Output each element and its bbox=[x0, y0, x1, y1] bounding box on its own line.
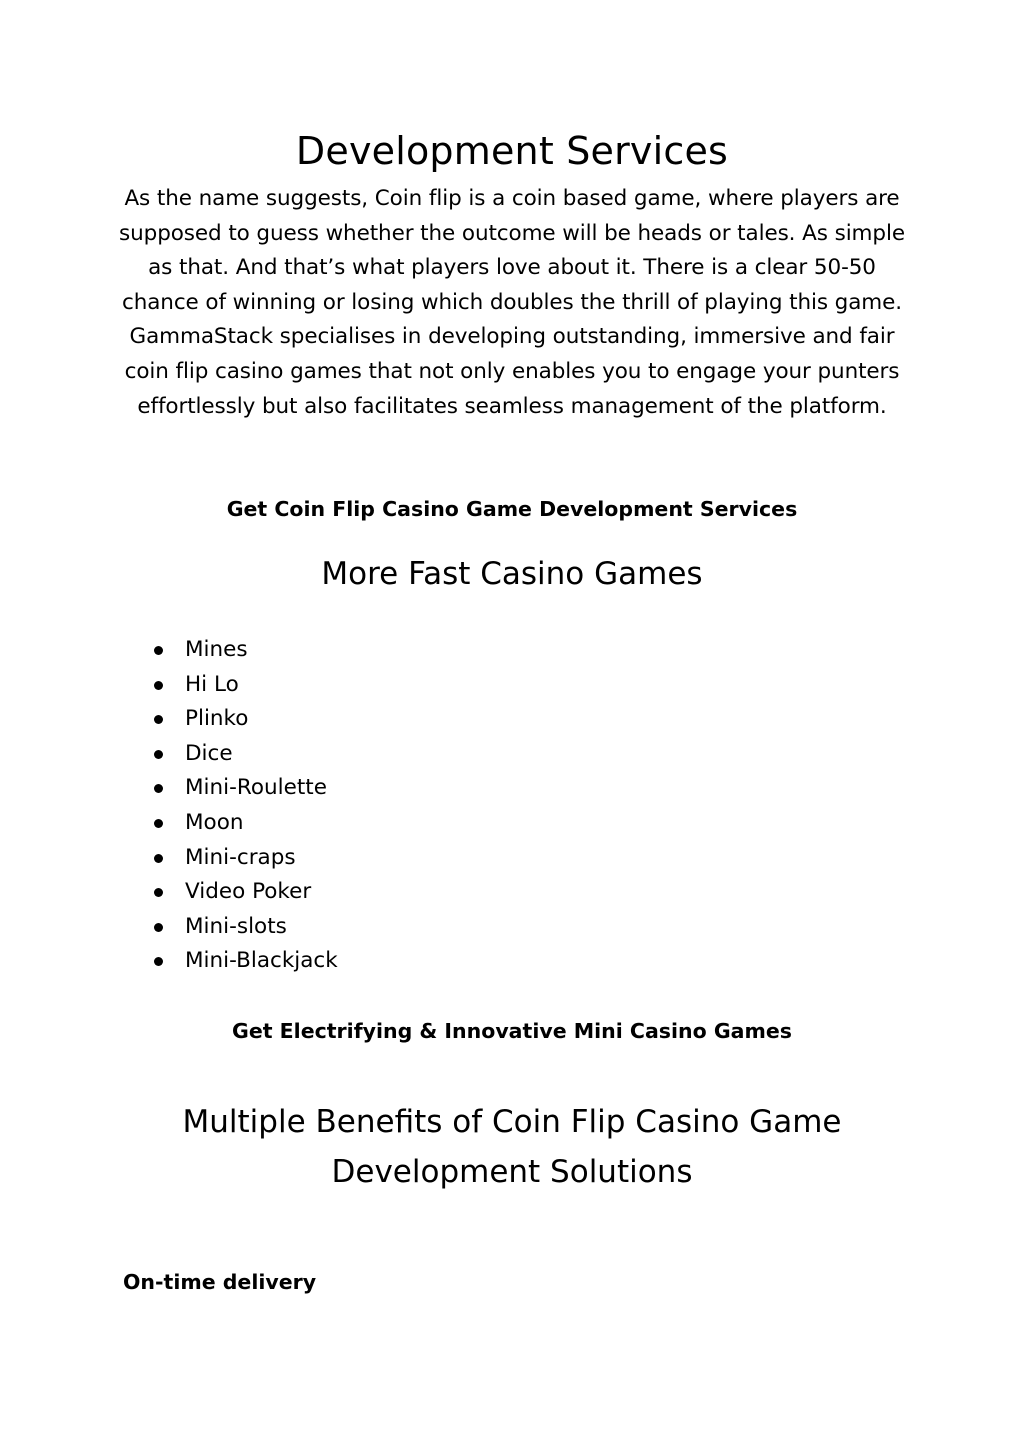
list-item-label: Dice bbox=[185, 740, 233, 766]
list-item bbox=[152, 841, 338, 876]
development-services-cta: Get Coin Flip Casino Game Development Services bbox=[226, 497, 798, 521]
list-item bbox=[152, 702, 338, 737]
list-item-label: Mini-slots bbox=[185, 913, 287, 939]
list-item bbox=[152, 633, 338, 668]
list-item-label: Moon bbox=[185, 809, 244, 835]
intro-paragraph: As the name suggests, Coin flip is a coin based game, where players are supposed to guess whether the outcome will be heads or tales. As simple as that. And that’s what players love about it. There is a clear 50-50 chance of winning or losing which doubles the thrill of playing this game. GammaStack specialises in developing outstanding, immersive and fair coin flip casino games that not only enables you to engage your punters effortlessly but also facilitates seamless management of the platform. bbox=[119, 186, 905, 419]
bullet-icon bbox=[154, 681, 163, 690]
list-item bbox=[152, 910, 338, 945]
bullet-icon bbox=[154, 784, 163, 793]
mini-games-cta: Get Electrifying & Innovative Mini Casino Games bbox=[232, 1019, 792, 1043]
bullet-icon bbox=[154, 819, 163, 828]
list-item bbox=[152, 737, 338, 772]
list-item bbox=[152, 806, 338, 841]
list-item-label: Mini-Blackjack bbox=[185, 948, 338, 974]
list-item bbox=[152, 668, 338, 703]
fast-games-list bbox=[152, 633, 338, 979]
benefit-title-on-time-delivery: On-time delivery bbox=[123, 1270, 317, 1294]
list-item-label: Mini-craps bbox=[185, 844, 296, 870]
list-item bbox=[152, 944, 338, 979]
list-item-label: Video Poker bbox=[185, 879, 312, 905]
list-item-label: Plinko bbox=[185, 706, 249, 732]
bullet-icon bbox=[154, 646, 163, 655]
benefits-heading: Multiple Benefits of Coin Flip Casino Game Development Solutions bbox=[182, 1104, 842, 1190]
page-title: Development Services bbox=[295, 129, 729, 173]
list-item-label: Mini-Roulette bbox=[185, 775, 327, 801]
bullet-icon bbox=[154, 854, 163, 863]
bullet-icon bbox=[154, 715, 163, 724]
bullet-icon bbox=[154, 750, 163, 759]
bullet-icon bbox=[154, 957, 163, 966]
list-item-label: Hi Lo bbox=[185, 671, 239, 697]
list-item-label: Mines bbox=[185, 637, 248, 662]
list-item bbox=[152, 875, 338, 910]
fast-games-heading: More Fast Casino Games bbox=[321, 556, 703, 592]
bullet-icon bbox=[154, 923, 163, 932]
bullet-icon bbox=[154, 888, 163, 897]
list-item bbox=[152, 771, 338, 806]
